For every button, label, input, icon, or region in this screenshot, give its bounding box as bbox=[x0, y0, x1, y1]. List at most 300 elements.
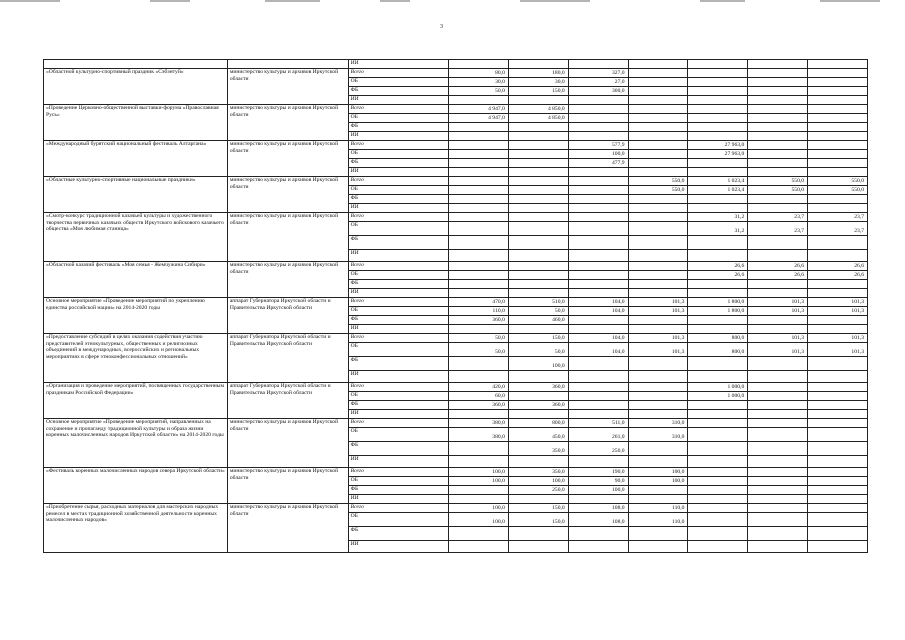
amount-cell bbox=[748, 357, 808, 371]
event-executor: министерство культуры и архивов Иркутской области bbox=[227, 468, 348, 504]
amount-cell: 1 023,4 bbox=[688, 177, 748, 186]
amount-cell bbox=[748, 527, 808, 541]
amount-cell bbox=[449, 527, 509, 541]
amount-cell: 101,3 bbox=[808, 307, 868, 316]
amount-cell bbox=[748, 392, 808, 401]
amount-cell: 350,0 bbox=[508, 442, 568, 456]
table-row bbox=[44, 262, 868, 271]
amount-cell bbox=[808, 168, 868, 177]
amount-cell bbox=[568, 262, 628, 271]
amount-cell bbox=[688, 456, 748, 468]
amount-cell bbox=[628, 495, 688, 504]
amount-cell: 101,3 bbox=[748, 307, 808, 316]
amount-cell bbox=[568, 495, 628, 504]
amount-cell bbox=[568, 392, 628, 401]
amount-cell bbox=[688, 87, 748, 96]
amount-cell: 80,0 bbox=[449, 69, 509, 78]
event-executor: министерство культуры и архивов Иркутской области bbox=[227, 262, 348, 298]
amount-cell bbox=[628, 316, 688, 325]
amount-cell: 23,7 bbox=[748, 213, 808, 222]
table-row bbox=[44, 298, 868, 307]
amount-cell bbox=[748, 456, 808, 468]
amount-cell: 101,3 bbox=[808, 343, 868, 357]
funding-source: ФБ bbox=[348, 123, 448, 132]
amount-cell bbox=[449, 150, 509, 159]
funding-source: Всего bbox=[348, 213, 448, 222]
table-row bbox=[44, 105, 868, 114]
amount-cell bbox=[508, 236, 568, 250]
amount-cell: 101,3 bbox=[628, 298, 688, 307]
amount-cell bbox=[449, 410, 509, 419]
amount-cell bbox=[748, 468, 808, 477]
amount-cell bbox=[628, 262, 688, 271]
amount-cell bbox=[508, 177, 568, 186]
amount-cell: 31,2 bbox=[688, 222, 748, 236]
amount-cell: 100,0 bbox=[449, 513, 509, 527]
amount-cell bbox=[568, 250, 628, 262]
amount-cell bbox=[508, 123, 568, 132]
event-name: Основное мероприятие «Проведение мероприятий по укреплению единства российской нации» на 2014-2020 годы bbox=[44, 298, 228, 334]
amount-cell bbox=[628, 456, 688, 468]
amount-cell bbox=[748, 410, 808, 419]
amount-cell bbox=[808, 96, 868, 105]
funding-source: ИИ bbox=[348, 204, 448, 213]
amount-cell bbox=[628, 250, 688, 262]
table-row bbox=[44, 60, 868, 69]
amount-cell bbox=[449, 280, 509, 289]
amount-cell bbox=[628, 325, 688, 334]
amount-cell: 101,3 bbox=[748, 298, 808, 307]
amount-cell: 100,0 bbox=[628, 468, 688, 477]
funding-source: Всего bbox=[348, 504, 448, 513]
amount-cell bbox=[449, 60, 509, 69]
amount-cell bbox=[688, 114, 748, 123]
funding-source: ОБ bbox=[348, 186, 448, 195]
funding-source: ФБ bbox=[348, 401, 448, 410]
amount-cell bbox=[808, 289, 868, 298]
amount-cell bbox=[748, 250, 808, 262]
amount-cell bbox=[808, 428, 868, 442]
amount-cell: 360,0 bbox=[508, 401, 568, 410]
amount-cell bbox=[449, 495, 509, 504]
amount-cell bbox=[748, 168, 808, 177]
amount-cell bbox=[748, 159, 808, 168]
amount-cell bbox=[748, 280, 808, 289]
amount-cell bbox=[748, 401, 808, 410]
amount-cell: 800,0 bbox=[688, 334, 748, 343]
amount-cell bbox=[449, 177, 509, 186]
funding-source: ОБ bbox=[348, 114, 448, 123]
funding-source: ФБ bbox=[348, 316, 448, 325]
amount-cell bbox=[808, 527, 868, 541]
amount-cell bbox=[688, 419, 748, 428]
amount-cell bbox=[568, 371, 628, 383]
amount-cell bbox=[568, 105, 628, 114]
amount-cell bbox=[688, 442, 748, 456]
funding-source: ФБ bbox=[348, 236, 448, 250]
funding-source: ИИ bbox=[348, 495, 448, 504]
amount-cell bbox=[808, 236, 868, 250]
amount-cell bbox=[808, 401, 868, 410]
amount-cell bbox=[508, 371, 568, 383]
funding-source: ФБ bbox=[348, 159, 448, 168]
funding-source: ОБ bbox=[348, 343, 448, 357]
amount-cell: 27 963,0 bbox=[688, 141, 748, 150]
amount-cell: 550,0 bbox=[808, 177, 868, 186]
amount-cell bbox=[688, 250, 748, 262]
amount-cell: 1 000,0 bbox=[688, 392, 748, 401]
funding-source: ОБ bbox=[348, 428, 448, 442]
amount-cell bbox=[568, 541, 628, 553]
amount-cell bbox=[449, 141, 509, 150]
amount-cell bbox=[748, 60, 808, 69]
funding-source: ИИ bbox=[348, 371, 448, 383]
amount-cell: 50,0 bbox=[449, 334, 509, 343]
amount-cell: 150,0 bbox=[508, 513, 568, 527]
amount-cell bbox=[748, 442, 808, 456]
amount-cell bbox=[628, 168, 688, 177]
amount-cell bbox=[688, 325, 748, 334]
amount-cell: 26,6 bbox=[808, 271, 868, 280]
amount-cell: 327,0 bbox=[568, 69, 628, 78]
amount-cell bbox=[568, 316, 628, 325]
scan-artifact bbox=[0, 0, 60, 2]
amount-cell: 100,0 bbox=[449, 468, 509, 477]
amount-cell: 470,0 bbox=[449, 298, 509, 307]
amount-cell bbox=[688, 280, 748, 289]
funding-source: ИИ bbox=[348, 410, 448, 419]
event-name: «Предоставление субсидий в целях оказания содействия участию представителей этнокультурных, общественных и религиозных объединений в международных, всероссийских и региональных мероприятиях в сфере этноконфессиональных отношений» bbox=[44, 334, 228, 383]
amount-cell bbox=[688, 504, 748, 513]
funding-source: ОБ bbox=[348, 150, 448, 159]
amount-cell bbox=[508, 262, 568, 271]
amount-cell bbox=[808, 410, 868, 419]
scan-artifact bbox=[265, 0, 320, 2]
amount-cell: 180,0 bbox=[508, 69, 568, 78]
funding-source: Всего bbox=[348, 177, 448, 186]
amount-cell: 50,0 bbox=[449, 343, 509, 357]
amount-cell bbox=[628, 289, 688, 298]
amount-cell bbox=[508, 132, 568, 141]
amount-cell bbox=[808, 442, 868, 456]
amount-cell bbox=[748, 204, 808, 213]
amount-cell: 101,3 bbox=[808, 334, 868, 343]
amount-cell: 310,0 bbox=[628, 419, 688, 428]
amount-cell bbox=[688, 105, 748, 114]
funding-source: ИИ bbox=[348, 96, 448, 105]
funding-source: ОБ bbox=[348, 222, 448, 236]
amount-cell: 100,0 bbox=[508, 357, 568, 371]
amount-cell bbox=[508, 325, 568, 334]
amount-cell bbox=[748, 105, 808, 114]
amount-cell bbox=[628, 486, 688, 495]
amount-cell bbox=[568, 204, 628, 213]
amount-cell bbox=[688, 428, 748, 442]
amount-cell bbox=[688, 316, 748, 325]
amount-cell bbox=[808, 371, 868, 383]
amount-cell bbox=[568, 168, 628, 177]
amount-cell bbox=[688, 96, 748, 105]
amount-cell: 104,0 bbox=[568, 298, 628, 307]
table-row bbox=[44, 177, 868, 186]
event-executor: министерство культуры и архивов Иркутской области bbox=[227, 419, 348, 468]
amount-cell: 108,0 bbox=[568, 504, 628, 513]
amount-cell bbox=[748, 419, 808, 428]
funding-source: Всего bbox=[348, 383, 448, 392]
amount-cell: 104,0 bbox=[568, 343, 628, 357]
amount-cell: 577,9 bbox=[568, 141, 628, 150]
amount-cell: 100,0 bbox=[449, 477, 509, 486]
amount-cell bbox=[508, 289, 568, 298]
amount-cell bbox=[449, 357, 509, 371]
amount-cell bbox=[748, 504, 808, 513]
amount-cell bbox=[449, 168, 509, 177]
amount-cell bbox=[808, 60, 868, 69]
amount-cell: 350,0 bbox=[508, 468, 568, 477]
amount-cell bbox=[628, 222, 688, 236]
amount-cell: 23,7 bbox=[748, 222, 808, 236]
amount-cell bbox=[748, 236, 808, 250]
amount-cell: 110,0 bbox=[449, 307, 509, 316]
amount-cell: 100,0 bbox=[508, 477, 568, 486]
amount-cell bbox=[568, 271, 628, 280]
funding-source: ОБ bbox=[348, 513, 448, 527]
amount-cell bbox=[628, 410, 688, 419]
event-name: «Областной казачий фестиваль «Моя семья - Жемчужина Сибири» bbox=[44, 262, 228, 298]
amount-cell: 90,0 bbox=[568, 477, 628, 486]
amount-cell bbox=[808, 195, 868, 204]
amount-cell bbox=[688, 168, 748, 177]
amount-cell bbox=[628, 141, 688, 150]
amount-cell bbox=[688, 468, 748, 477]
funding-source: Всего bbox=[348, 334, 448, 343]
amount-cell bbox=[688, 486, 748, 495]
table-row bbox=[44, 419, 868, 428]
funding-source: ИИ bbox=[348, 60, 448, 69]
event-name: «Организация и проведение мероприятий, посвященных государственным праздникам Российской Федерации» bbox=[44, 383, 228, 419]
amount-cell bbox=[688, 289, 748, 298]
amount-cell bbox=[628, 392, 688, 401]
table-row bbox=[44, 504, 868, 513]
amount-cell bbox=[748, 477, 808, 486]
amount-cell bbox=[628, 541, 688, 553]
amount-cell bbox=[808, 419, 868, 428]
amount-cell bbox=[508, 271, 568, 280]
amount-cell bbox=[508, 392, 568, 401]
amount-cell bbox=[628, 105, 688, 114]
funding-source: ОБ bbox=[348, 392, 448, 401]
page-number: 3 bbox=[440, 24, 443, 30]
scan-artifact bbox=[520, 0, 590, 2]
amount-cell bbox=[688, 513, 748, 527]
amount-cell bbox=[808, 456, 868, 468]
funding-source: ФБ bbox=[348, 486, 448, 495]
amount-cell bbox=[568, 236, 628, 250]
amount-cell bbox=[748, 141, 808, 150]
amount-cell bbox=[688, 123, 748, 132]
amount-cell bbox=[688, 371, 748, 383]
funding-source: ОБ bbox=[348, 78, 448, 87]
amount-cell: 101,3 bbox=[628, 343, 688, 357]
amount-cell: 550,0 bbox=[808, 186, 868, 195]
funding-source: ФБ bbox=[348, 527, 448, 541]
funding-source: Всего bbox=[348, 419, 448, 428]
funding-source: Всего bbox=[348, 69, 448, 78]
amount-cell bbox=[449, 213, 509, 222]
amount-cell: 50,0 bbox=[449, 87, 509, 96]
amount-cell bbox=[808, 357, 868, 371]
amount-cell bbox=[688, 541, 748, 553]
amount-cell bbox=[688, 195, 748, 204]
amount-cell bbox=[688, 69, 748, 78]
amount-cell bbox=[628, 96, 688, 105]
amount-cell bbox=[568, 410, 628, 419]
amount-cell bbox=[568, 289, 628, 298]
amount-cell: 511,0 bbox=[568, 419, 628, 428]
event-executor: аппарат Губернатора Иркутской области и Правительства Иркутской области bbox=[227, 383, 348, 419]
amount-cell: 250,0 bbox=[568, 442, 628, 456]
amount-cell bbox=[449, 204, 509, 213]
amount-cell bbox=[568, 213, 628, 222]
amount-cell bbox=[748, 78, 808, 87]
amount-cell bbox=[688, 159, 748, 168]
event-executor: аппарат Губернатора Иркутской области и Правительства Иркутской области bbox=[227, 334, 348, 383]
amount-cell bbox=[568, 123, 628, 132]
amount-cell bbox=[748, 69, 808, 78]
amount-cell bbox=[508, 159, 568, 168]
amount-cell bbox=[508, 141, 568, 150]
amount-cell: 101,3 bbox=[808, 298, 868, 307]
amount-cell bbox=[808, 123, 868, 132]
amount-cell: 150,0 bbox=[508, 87, 568, 96]
amount-cell bbox=[628, 271, 688, 280]
amount-cell: 190,0 bbox=[568, 468, 628, 477]
amount-cell: 1 000,0 bbox=[688, 383, 748, 392]
event-name: «Проведение Церковно-общественной выставки-форума «Православная Русь» bbox=[44, 105, 228, 141]
amount-cell bbox=[748, 87, 808, 96]
amount-cell bbox=[568, 456, 628, 468]
amount-cell bbox=[449, 262, 509, 271]
funding-source: ИИ bbox=[348, 132, 448, 141]
amount-cell: 23,7 bbox=[808, 213, 868, 222]
amount-cell bbox=[808, 132, 868, 141]
funding-source: Всего bbox=[348, 298, 448, 307]
event-name: Основное мероприятие «Проведение мероприятий, направленных на сохранение и пропаганду традиционной культуры и образа жизни коренных малочисленных народов Иркутской области» на 2014-2020 годы bbox=[44, 419, 228, 468]
amount-cell: 101,3 bbox=[748, 343, 808, 357]
amount-cell bbox=[808, 513, 868, 527]
amount-cell: 27 963,0 bbox=[688, 150, 748, 159]
funding-source: Всего bbox=[348, 468, 448, 477]
amount-cell: 101,3 bbox=[628, 334, 688, 343]
scan-artifact bbox=[700, 0, 745, 2]
amount-cell bbox=[628, 527, 688, 541]
amount-cell: 800,0 bbox=[688, 343, 748, 357]
funding-source: ИИ bbox=[348, 541, 448, 553]
amount-cell bbox=[568, 527, 628, 541]
amount-cell bbox=[808, 486, 868, 495]
event-name: «Приобретение сырья, расходных материалов для мастерских народных ремесел в местах традиционной хозяйственной деятельности коренных малочисленных народов» bbox=[44, 504, 228, 553]
amount-cell: 4 850,0 bbox=[508, 114, 568, 123]
event-name: «Областной культурно-спортивный праздник «Сэбэнтуй» bbox=[44, 69, 228, 105]
funding-source: ФБ bbox=[348, 280, 448, 289]
amount-cell bbox=[508, 222, 568, 236]
amount-cell bbox=[508, 168, 568, 177]
amount-cell: 800,0 bbox=[508, 419, 568, 428]
amount-cell: 108,0 bbox=[568, 513, 628, 527]
event-executor: министерство культуры и архивов Иркутской области bbox=[227, 105, 348, 141]
event-executor: министерство культуры и архивов Иркутской области bbox=[227, 177, 348, 213]
amount-cell: 26,6 bbox=[688, 262, 748, 271]
amount-cell: 380,0 bbox=[449, 428, 509, 442]
amount-cell bbox=[508, 150, 568, 159]
amount-cell bbox=[748, 195, 808, 204]
amount-cell: 104,0 bbox=[568, 334, 628, 343]
amount-cell bbox=[628, 442, 688, 456]
amount-cell bbox=[449, 271, 509, 280]
scan-artifact bbox=[150, 0, 190, 2]
amount-cell bbox=[808, 204, 868, 213]
amount-cell bbox=[688, 357, 748, 371]
amount-cell bbox=[449, 486, 509, 495]
amount-cell: 310,0 bbox=[628, 428, 688, 442]
amount-cell bbox=[628, 60, 688, 69]
amount-cell: 101,3 bbox=[748, 334, 808, 343]
amount-cell bbox=[628, 204, 688, 213]
amount-cell bbox=[568, 280, 628, 289]
amount-cell bbox=[688, 410, 748, 419]
amount-cell bbox=[628, 69, 688, 78]
amount-cell bbox=[808, 383, 868, 392]
amount-cell: 110,0 bbox=[628, 513, 688, 527]
amount-cell bbox=[688, 60, 748, 69]
amount-cell bbox=[628, 357, 688, 371]
amount-cell bbox=[628, 87, 688, 96]
amount-cell bbox=[748, 132, 808, 141]
funding-source: ИИ bbox=[348, 456, 448, 468]
amount-cell bbox=[808, 316, 868, 325]
amount-cell: 4 947,0 bbox=[449, 114, 509, 123]
amount-cell bbox=[508, 280, 568, 289]
table-body bbox=[44, 60, 868, 553]
amount-cell bbox=[748, 541, 808, 553]
amount-cell bbox=[748, 383, 808, 392]
amount-cell bbox=[808, 150, 868, 159]
funding-source: ИИ bbox=[348, 168, 448, 177]
amount-cell bbox=[628, 280, 688, 289]
amount-cell bbox=[748, 96, 808, 105]
amount-cell: 150,0 bbox=[508, 334, 568, 343]
amount-cell bbox=[628, 132, 688, 141]
amount-cell: 380,0 bbox=[449, 419, 509, 428]
amount-cell bbox=[508, 410, 568, 419]
amount-cell bbox=[808, 541, 868, 553]
amount-cell: 100,0 bbox=[568, 486, 628, 495]
amount-cell: 4 850,0 bbox=[508, 105, 568, 114]
funding-source: Всего bbox=[348, 141, 448, 150]
amount-cell: 100,0 bbox=[628, 477, 688, 486]
amount-cell: 30,0 bbox=[508, 78, 568, 87]
amount-cell: 300,0 bbox=[568, 87, 628, 96]
amount-cell: 250,0 bbox=[508, 486, 568, 495]
amount-cell bbox=[568, 401, 628, 410]
amount-cell bbox=[628, 123, 688, 132]
amount-cell bbox=[568, 177, 628, 186]
amount-cell: 550,0 bbox=[748, 186, 808, 195]
table-row bbox=[44, 213, 868, 222]
amount-cell bbox=[628, 150, 688, 159]
amount-cell bbox=[808, 78, 868, 87]
table-row bbox=[44, 141, 868, 150]
